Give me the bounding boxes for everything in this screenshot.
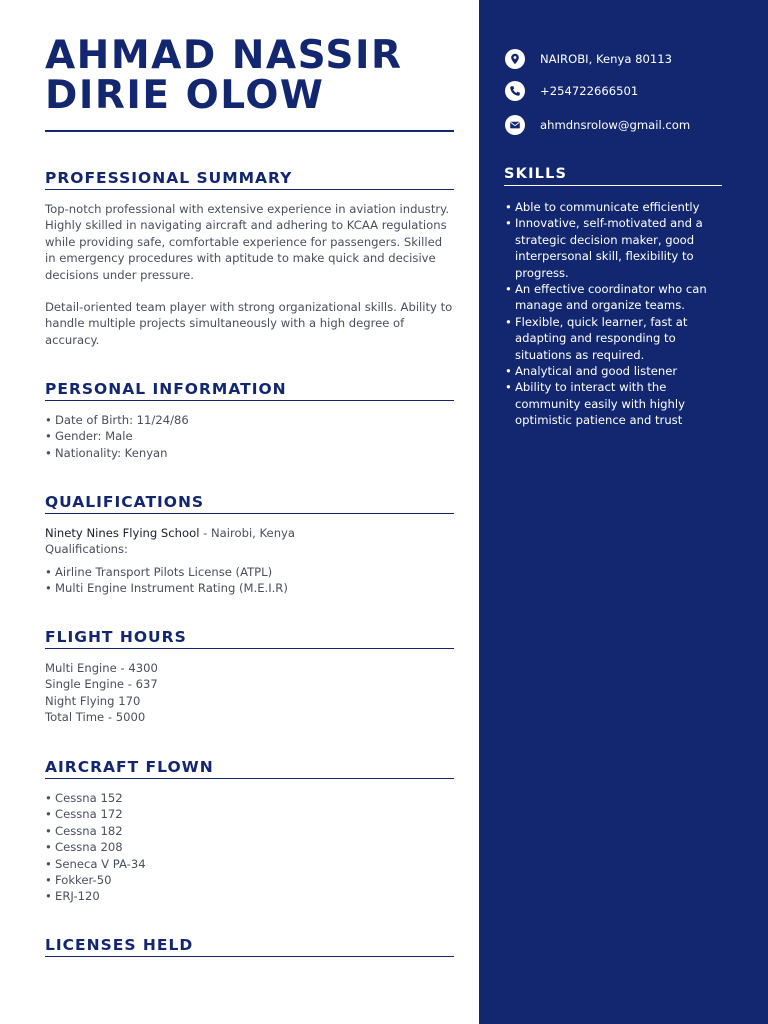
contact-address	[505, 49, 672, 69]
skill-item: • An effective coordinator who can manage and organize teams.	[505, 281, 720, 314]
personal-info-list	[45, 412, 454, 461]
envelope-icon	[505, 115, 525, 135]
section-title: PERSONAL INFORMATION	[45, 380, 287, 398]
aircraft-flown-section	[45, 758, 454, 905]
skills-title: SKILLS	[504, 166, 568, 182]
skill-item: • Able to communicate efficiently	[505, 199, 720, 215]
section-title: FLIGHT HOURS	[45, 628, 187, 646]
personal-information-section	[45, 380, 454, 461]
section-title: LICENSES HELD	[45, 936, 194, 954]
qualifications-label: Qualifications:	[45, 542, 128, 557]
candidate-name	[45, 33, 454, 118]
list-item: • ERJ-120	[45, 888, 454, 904]
professional-summary-section	[45, 169, 454, 348]
list-item: • Gender: Male	[45, 428, 454, 444]
flight-hours-line: Total Time - 5000	[45, 710, 146, 725]
section-divider	[45, 956, 454, 957]
section-divider	[45, 648, 454, 649]
section-divider	[45, 778, 454, 779]
list-item: • Nationality: Kenyan	[45, 445, 454, 461]
school-location: - Nairobi, Kenya	[199, 526, 296, 540]
qualifications-section	[45, 493, 454, 597]
skills-list	[505, 199, 720, 429]
email-text[interactable]: ahmdnsrolow@gmail.com	[540, 118, 691, 132]
phone-icon	[505, 81, 525, 101]
section-divider	[45, 513, 454, 514]
flight-hours-section	[45, 628, 454, 726]
list-item: • Date of Birth: 11/24/86	[45, 412, 454, 428]
school-line	[45, 525, 454, 541]
skill-item: • Ability to interact with the community easily with highly optimistic patience and trust	[505, 379, 720, 428]
resume-header	[45, 33, 454, 132]
address-text: NAIROBI, Kenya 80113	[540, 52, 672, 66]
list-item: • Airline Transport Pilots License (ATPL)	[45, 564, 454, 580]
skill-item: • Flexible, quick learner, fast at adapting and responding to situations as required.	[505, 314, 720, 363]
skills-divider	[504, 185, 722, 186]
name-line-1: AHMAD NASSIR	[45, 33, 403, 78]
skill-item: • Innovative, self-motivated and a strategic decision maker, good interpersonal skill, flexibility to progress.	[505, 215, 720, 281]
summary-paragraph: Top-notch professional with extensive experience in aviation industry. Highly skilled in navigating aircraft and adhering to KCAA regulations while providing safe, comfortable experience for passengers. Skilled in emergency procedures with aptitude to make quick and decisive decisions under pressure.	[45, 202, 450, 282]
flight-hours-list	[45, 660, 454, 726]
section-title: AIRCRAFT FLOWN	[45, 758, 214, 776]
list-item: • Fokker-50	[45, 872, 454, 888]
sidebar	[479, 0, 768, 1024]
licenses-held-section	[45, 936, 454, 957]
skill-item: • Analytical and good listener	[505, 363, 720, 379]
summary-paragraph: Detail-oriented team player with strong organizational skills. Ability to handle multiple projects simultaneously with a high degree of accuracy.	[45, 300, 453, 347]
list-item: • Cessna 152	[45, 790, 454, 806]
qualifications-list	[45, 564, 454, 597]
section-title: PROFESSIONAL SUMMARY	[45, 169, 293, 187]
flight-hours-line: Multi Engine - 4300	[45, 661, 158, 675]
section-divider	[45, 189, 454, 190]
school-name: Ninety Nines Flying School	[45, 526, 200, 540]
contact-email	[505, 115, 690, 135]
location-pin-icon	[505, 49, 525, 69]
name-line-2: DIRIE OLOW	[45, 73, 325, 118]
section-title: QUALIFICATIONS	[45, 493, 205, 511]
section-divider	[45, 400, 454, 401]
list-item: • Seneca V PA-34	[45, 856, 454, 872]
name-divider	[45, 130, 454, 132]
list-item: • Cessna 208	[45, 839, 454, 855]
phone-text: +254722666501	[540, 84, 639, 98]
list-item: • Multi Engine Instrument Rating (M.E.I.R)	[45, 580, 454, 596]
flight-hours-line: Single Engine - 637	[45, 677, 158, 692]
list-item: • Cessna 172	[45, 806, 454, 822]
flight-hours-line: Night Flying 170	[45, 693, 141, 708]
aircraft-list	[45, 790, 454, 905]
contact-phone	[505, 81, 638, 101]
list-item: • Cessna 182	[45, 823, 454, 839]
